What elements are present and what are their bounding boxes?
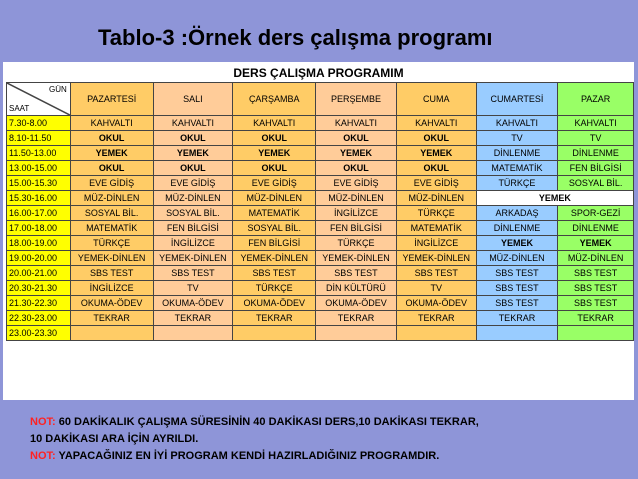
schedule-cell <box>396 326 476 341</box>
schedule-cell: OKUMA-ÖDEV <box>70 296 153 311</box>
schedule-cell: OKUL <box>396 131 476 146</box>
schedule-cell: EVE GİDİŞ <box>153 176 233 191</box>
schedule-cell: MÜZ-DİNLEN <box>396 191 476 206</box>
table-row <box>7 131 634 146</box>
day-header: PAZARTESİ <box>70 83 153 116</box>
schedule-cell: SBS TEST <box>476 296 558 311</box>
slide-title: Tablo-3 :Örnek ders çalışma programı <box>98 25 493 50</box>
table-row <box>7 266 634 281</box>
schedule-cell: TÜRKÇE <box>70 236 153 251</box>
schedule-cell: YEMEK-DİNLEN <box>70 251 153 266</box>
time-cell: 15.30-16.00 <box>7 191 71 206</box>
note-label: NOT: <box>30 416 56 428</box>
schedule-cell: YEMEK <box>558 236 634 251</box>
schedule-cell: SPOR-GEZİ <box>558 206 634 221</box>
schedule-cell: DİN KÜLTÜRÜ <box>316 281 397 296</box>
schedule-cell: OKUL <box>153 131 233 146</box>
day-header: CUMA <box>396 83 476 116</box>
schedule-cell: OKUMA-ÖDEV <box>233 296 316 311</box>
schedule-cell: TV <box>558 131 634 146</box>
corner-day-label: GÜN <box>49 85 67 94</box>
time-cell: 19.00-20.00 <box>7 251 71 266</box>
schedule-cell: SOSYAL BİL. <box>558 176 634 191</box>
schedule-cell: EVE GİDİŞ <box>70 176 153 191</box>
note-text: 60 DAKİKALIK ÇALIŞMA SÜRESİNİN 40 DAKİKASI DERS,10 DAKİKASI TEKRAR, <box>55 416 479 428</box>
table-row <box>7 311 634 326</box>
schedule-cell: YEMEK <box>396 146 476 161</box>
time-cell: 17.00-18.00 <box>7 221 71 236</box>
schedule-cell: YEMEK <box>153 146 233 161</box>
time-cell: 16.00-17.00 <box>7 206 71 221</box>
schedule-cell: FEN BİLGİSİ <box>153 221 233 236</box>
table-row <box>7 176 634 191</box>
schedule-cell: YEMEK <box>233 146 316 161</box>
schedule-cell <box>70 326 153 341</box>
time-cell: 8.10-11.50 <box>7 131 71 146</box>
schedule-cell: YEMEK <box>70 146 153 161</box>
schedule-cell: TÜRKÇE <box>476 176 558 191</box>
schedule-cell <box>316 326 397 341</box>
schedule-cell: SBS TEST <box>153 266 233 281</box>
weekend-merged-cell: YEMEK <box>476 191 633 206</box>
schedule-cell: TÜRKÇE <box>396 206 476 221</box>
table-row <box>7 161 634 176</box>
schedule-cell <box>233 326 316 341</box>
schedule-cell <box>153 326 233 341</box>
schedule-cell: YEMEK-DİNLEN <box>153 251 233 266</box>
day-header: PAZAR <box>558 83 634 116</box>
schedule-cell: FEN BİLGİSİ <box>233 236 316 251</box>
schedule-cell: EVE GİDİŞ <box>396 176 476 191</box>
schedule-cell: OKUMA-ÖDEV <box>153 296 233 311</box>
schedule-cell: MÜZ-DİNLEN <box>558 251 634 266</box>
schedule-cell: EVE GİDİŞ <box>316 176 397 191</box>
schedule-cell: SBS TEST <box>558 266 634 281</box>
note-text: YAPACAĞINIZ EN İYİ PROGRAM KENDİ HAZIRLADIĞINIZ PROGRAMDIR. <box>55 450 440 462</box>
schedule-cell: FEN BİLGİSİ <box>316 221 397 236</box>
day-header: SALI <box>153 83 233 116</box>
schedule-cell: MATEMATİK <box>233 206 316 221</box>
time-cell: 13.00-15.00 <box>7 161 71 176</box>
schedule-cell: EVE GİDİŞ <box>233 176 316 191</box>
schedule-cell: MÜZ-DİNLEN <box>153 191 233 206</box>
schedule-cell: OKUMA-ÖDEV <box>396 296 476 311</box>
schedule-cell: YEMEK-DİNLEN <box>396 251 476 266</box>
schedule-cell: OKUL <box>70 161 153 176</box>
schedule-cell: TV <box>476 131 558 146</box>
schedule-cell: ARKADAŞ <box>476 206 558 221</box>
schedule-cell: KAHVALTI <box>316 116 397 131</box>
time-cell: 22.30-23.00 <box>7 311 71 326</box>
schedule-cell: YEMEK-DİNLEN <box>233 251 316 266</box>
schedule-cell: KAHVALTI <box>476 116 558 131</box>
table-row <box>7 221 634 236</box>
schedule-cell: OKUMA-ÖDEV <box>316 296 397 311</box>
schedule-cell: SBS TEST <box>558 281 634 296</box>
day-header: CUMARTESİ <box>476 83 558 116</box>
time-cell: 7.30-8.00 <box>7 116 71 131</box>
schedule-cell: YEMEK-DİNLEN <box>316 251 397 266</box>
schedule-cell <box>476 326 558 341</box>
time-cell: 18.00-19.00 <box>7 236 71 251</box>
note-label: NOT: <box>30 450 56 462</box>
schedule-cell: TÜRKÇE <box>316 236 397 251</box>
time-cell: 20.00-21.00 <box>7 266 71 281</box>
schedule-cell: OKUL <box>153 161 233 176</box>
table-row <box>7 236 634 251</box>
schedule-cell: SBS TEST <box>396 266 476 281</box>
day-header: PERŞEMBE <box>316 83 397 116</box>
schedule-cell: TEKRAR <box>70 311 153 326</box>
schedule-cell: MÜZ-DİNLEN <box>233 191 316 206</box>
schedule-cell: SBS TEST <box>316 266 397 281</box>
note-text: 10 DAKİKASI ARA İÇİN AYRILDI. <box>30 433 199 445</box>
table-row <box>7 191 634 206</box>
schedule-cell: KAHVALTI <box>558 116 634 131</box>
schedule-cell: SBS TEST <box>70 266 153 281</box>
schedule-cell: SOSYAL BİL. <box>70 206 153 221</box>
schedule-cell: OKUL <box>396 161 476 176</box>
schedule-cell: FEN BİLGİSİ <box>558 161 634 176</box>
schedule-cell: OKUL <box>70 131 153 146</box>
notes <box>30 414 630 465</box>
schedule-cell: OKUL <box>233 161 316 176</box>
time-cell: 23.00-23.30 <box>7 326 71 341</box>
schedule-cell: İNGİLİZCE <box>396 236 476 251</box>
table-row <box>7 251 634 266</box>
table-row <box>7 146 634 161</box>
schedule-cell: TEKRAR <box>396 311 476 326</box>
schedule-cell: İNGİLİZCE <box>70 281 153 296</box>
time-cell: 21.30-22.30 <box>7 296 71 311</box>
table-row <box>7 326 634 341</box>
note-line <box>30 448 630 465</box>
schedule-cell: OKUL <box>233 131 316 146</box>
table-row <box>7 296 634 311</box>
schedule-cell: OKUL <box>316 131 397 146</box>
schedule-cell: SBS TEST <box>558 296 634 311</box>
schedule-cell: DİNLENME <box>476 146 558 161</box>
schedule-cell: İNGİLİZCE <box>153 236 233 251</box>
schedule-cell: YEMEK <box>476 236 558 251</box>
schedule-cell: TEKRAR <box>233 311 316 326</box>
schedule-cell: KAHVALTI <box>233 116 316 131</box>
schedule-cell: KAHVALTI <box>153 116 233 131</box>
schedule-cell: TEKRAR <box>316 311 397 326</box>
table-row <box>7 281 634 296</box>
corner-cell <box>7 83 71 116</box>
schedule-sheet <box>3 62 634 400</box>
schedule-cell: TEKRAR <box>558 311 634 326</box>
corner-time-label: SAAT <box>9 104 30 113</box>
schedule-cell: YEMEK <box>316 146 397 161</box>
title-bar <box>0 0 638 60</box>
schedule-cell: SBS TEST <box>233 266 316 281</box>
schedule-cell: MÜZ-DİNLEN <box>70 191 153 206</box>
note-line <box>30 431 630 448</box>
time-cell: 15.00-15.30 <box>7 176 71 191</box>
schedule-cell: SBS TEST <box>476 281 558 296</box>
schedule-cell: DİNLENME <box>558 146 634 161</box>
header-row <box>7 83 634 116</box>
day-header: ÇARŞAMBA <box>233 83 316 116</box>
schedule-cell: MATEMATİK <box>70 221 153 236</box>
schedule-cell <box>558 326 634 341</box>
schedule-cell: İNGİLİZCE <box>316 206 397 221</box>
table-row <box>7 206 634 221</box>
schedule-cell: MÜZ-DİNLEN <box>316 191 397 206</box>
schedule-cell: MATEMATİK <box>396 221 476 236</box>
schedule-cell: TV <box>153 281 233 296</box>
time-cell: 11.50-13.00 <box>7 146 71 161</box>
schedule-cell: DİNLENME <box>558 221 634 236</box>
schedule-cell: TEKRAR <box>153 311 233 326</box>
schedule-cell: TEKRAR <box>476 311 558 326</box>
time-cell: 20.30-21.30 <box>7 281 71 296</box>
schedule-cell: OKUL <box>316 161 397 176</box>
note-line <box>30 414 630 431</box>
schedule-cell: TV <box>396 281 476 296</box>
schedule-cell: KAHVALTI <box>70 116 153 131</box>
sheet-title: DERS ÇALIŞMA PROGRAMIM <box>233 66 404 80</box>
schedule-cell: MÜZ-DİNLEN <box>476 251 558 266</box>
schedule-cell: DİNLENME <box>476 221 558 236</box>
schedule-cell: KAHVALTI <box>396 116 476 131</box>
schedule-cell: SBS TEST <box>476 266 558 281</box>
schedule-cell: TÜRKÇE <box>233 281 316 296</box>
schedule-table <box>6 82 634 341</box>
schedule-cell: SOSYAL BİL. <box>233 221 316 236</box>
schedule-cell: MATEMATİK <box>476 161 558 176</box>
schedule-cell: SOSYAL BİL. <box>153 206 233 221</box>
table-row <box>7 116 634 131</box>
